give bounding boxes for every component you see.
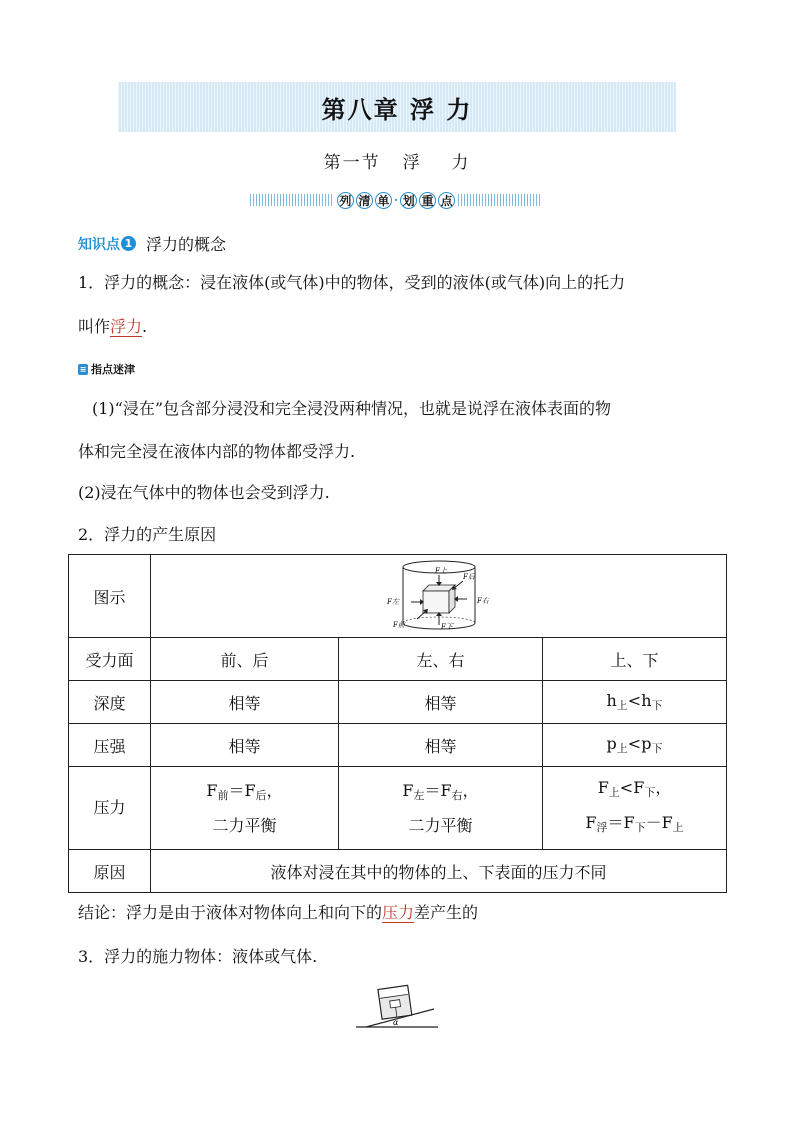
item1-line2	[78, 316, 147, 338]
knowledge-point-number-badge: 1	[121, 236, 136, 251]
tip-label: 指点迷津	[91, 363, 135, 376]
table-cell	[151, 767, 339, 850]
tag-char: 重	[419, 192, 436, 209]
table-cell: 左、右	[339, 638, 543, 681]
tag-char: 列	[337, 192, 354, 209]
row-label-surface: 受力面	[69, 638, 151, 681]
pressure-sub-top: 上	[616, 742, 628, 755]
tip-heading	[78, 361, 135, 377]
table-cell: 上、下	[543, 638, 727, 681]
item3: 3．浮力的施力物体：液体或气体.	[78, 947, 318, 966]
note2: (2)浸在气体中的物体也会受到浮力.	[78, 483, 330, 502]
buoyancy-cause-table	[68, 554, 727, 893]
depth-op: <h	[627, 691, 652, 710]
sym-f: F	[206, 780, 218, 800]
item1-line2-prefix: 叫作	[78, 317, 111, 336]
table-cell: 相等	[151, 681, 339, 724]
conclusion-prefix: 结论：浮力是由于液体对物体向上和向下的	[78, 903, 383, 922]
angle-label: α	[393, 1018, 399, 1027]
cylinder-force-diagram	[379, 557, 499, 635]
section-tag-divider	[250, 188, 542, 212]
table-row	[69, 638, 727, 681]
pressure-sub-bottom: 下	[651, 742, 663, 755]
table-row	[69, 850, 727, 893]
sub: 上	[608, 786, 620, 799]
depth-sub-bottom: 下	[651, 699, 663, 712]
sub: 后	[255, 788, 267, 802]
figure-label-back: F后	[462, 573, 475, 581]
table-row	[69, 555, 727, 638]
tag-char: 清	[356, 192, 373, 209]
chapter-title: 第八章 浮 力	[321, 95, 473, 124]
depth-sub-top: 上	[616, 699, 628, 712]
table-cell: 相等	[151, 724, 339, 767]
tip-icon: ≡	[79, 364, 87, 374]
item2-title: 2．浮力的产生原因	[78, 525, 217, 544]
section-title: 第一节 浮 力	[323, 153, 471, 173]
buoyancy-formula	[543, 808, 726, 843]
figure-label-left: F左	[386, 598, 399, 606]
pressure-p: p	[606, 734, 617, 753]
conclusion-answer: 压力	[382, 903, 415, 922]
op: ＝F	[424, 780, 452, 800]
sym-f: F	[585, 813, 597, 832]
section-tag	[334, 192, 458, 209]
op: ＝F	[228, 780, 256, 800]
punct: ，	[655, 778, 672, 797]
inclined-cup-diagram	[352, 983, 442, 1035]
table-cell: 相等	[339, 724, 543, 767]
item1-answer: 浮力	[110, 317, 143, 336]
conclusion	[78, 902, 478, 924]
figure-label-top: F上	[434, 567, 447, 575]
force-left-right	[339, 776, 542, 811]
figure-label-bottom: F下	[440, 623, 453, 631]
table-cell: 前、后	[151, 638, 339, 681]
op: <F	[619, 778, 645, 797]
knowledge-point-heading	[78, 232, 226, 255]
divider-hatch-left	[250, 194, 334, 206]
sub: 下	[644, 786, 656, 799]
pressure-op: <p	[627, 734, 652, 753]
figure-label-right: F右	[476, 597, 489, 605]
knowledge-point-label: 知识点	[78, 236, 120, 253]
sym-f: F	[597, 778, 609, 797]
sub: 浮	[596, 821, 608, 834]
tag-char: 单	[375, 192, 392, 209]
table-cell	[543, 681, 727, 724]
row-label-force: 压力	[69, 767, 151, 850]
tag-char: 点	[438, 192, 455, 209]
figure-label-front: F前	[392, 621, 405, 629]
figure-cell	[151, 555, 727, 638]
tag-char: 划	[400, 192, 417, 209]
note1-line1: (1)“浸在”包含部分浸没和完全浸没两种情况，也就是说浮在液体表面的物	[92, 399, 612, 418]
sub: 左	[413, 788, 425, 802]
punct: ，	[266, 780, 283, 800]
item1-line2-suffix: .	[142, 317, 148, 336]
chapter-banner	[118, 82, 676, 132]
table-cell	[543, 724, 727, 767]
conclusion-suffix: 差产生的	[414, 903, 479, 922]
row-label-figure: 图示	[69, 555, 151, 638]
row-label-depth: 深度	[69, 681, 151, 724]
force-top-bottom	[543, 773, 726, 808]
sub: 上	[672, 821, 684, 834]
force-balance-text: 二力平衡	[212, 815, 277, 835]
table-cell	[339, 767, 543, 850]
depth-h: h	[606, 691, 617, 710]
table-cell: 相等	[339, 681, 543, 724]
row-label-cause: 原因	[69, 850, 151, 893]
sym-f: F	[402, 780, 414, 800]
knowledge-point-title: 浮力的概念	[146, 235, 227, 254]
item1-line1: 1．浮力的概念：浸在液体(或气体)中的物体，受到的液体(或气体)向上的托力	[78, 273, 626, 292]
table-row	[69, 724, 727, 767]
sub: 前	[217, 788, 229, 802]
op: ＝F	[607, 813, 635, 832]
sub: 下	[634, 821, 646, 834]
note1-line2: 体和完全浸在液体内部的物体都受浮力.	[78, 442, 356, 461]
divider-hatch-right	[458, 194, 542, 206]
row-label-pressure: 压强	[69, 724, 151, 767]
cause-cell: 液体对浸在其中的物体的上、下表面的压力不同	[151, 850, 727, 893]
table-cell	[543, 767, 727, 850]
op: －F	[645, 813, 673, 832]
punct: ，	[462, 780, 479, 800]
table-row	[69, 767, 727, 850]
tag-dot: ·	[393, 193, 399, 207]
force-front-back	[151, 776, 338, 811]
sub: 右	[451, 788, 463, 802]
force-balance-text: 二力平衡	[408, 815, 473, 835]
table-row	[69, 681, 727, 724]
